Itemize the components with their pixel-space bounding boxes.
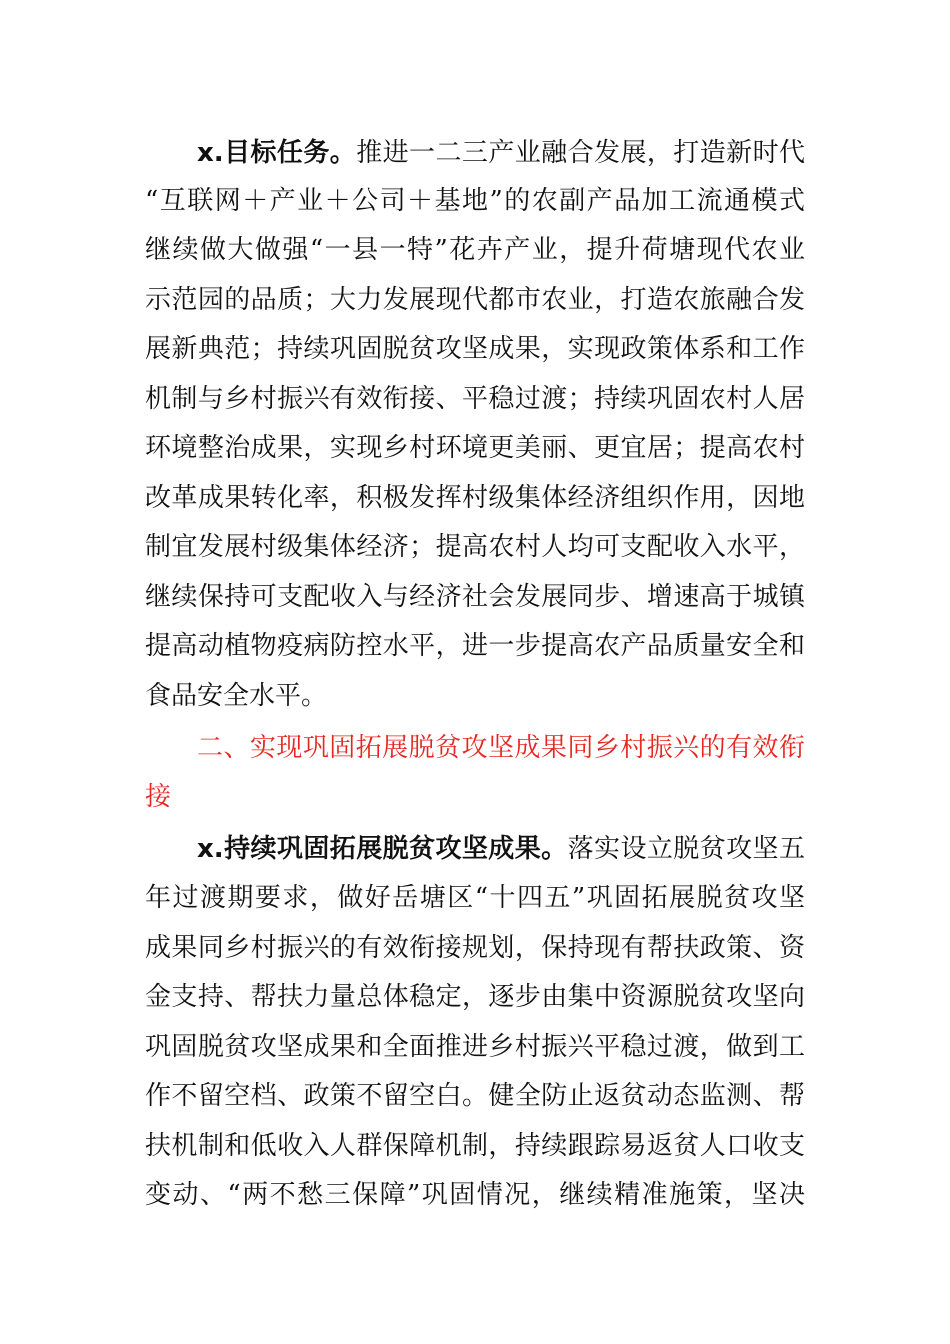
- paragraph-line: 继续保持可支配收入与经济社会发展同步、增速高于城镇: [145, 582, 805, 612]
- paragraph-line: 示范园的品质；大力发展现代都市农业，打造农旅融合发: [145, 285, 805, 315]
- paragraph-line: 改革成果转化率，积极发挥村级集体经济组织作用，因地: [145, 483, 805, 513]
- paragraph-line: 巩固脱贫攻坚成果和全面推进乡村振兴平稳过渡，做到工: [145, 1032, 805, 1062]
- paragraph-line: 变动、“两不愁三保障”巩固情况，继续精准施策，坚决: [145, 1180, 805, 1210]
- paragraph-line: 食品安全水平。: [145, 681, 328, 711]
- paragraph-line: 展新典范；持续巩固脱贫攻坚成果，实现政策体系和工作: [145, 334, 805, 364]
- paragraph-line: 制宜发展村级集体经济；提高农村人均可支配收入水平，: [145, 532, 805, 562]
- paragraph-line: x.持续巩固拓展脱贫攻坚成果。落实设立脱贫攻坚五: [197, 834, 805, 864]
- paragraph-line: 环境整治成果，实现乡村环境更美丽、更宜居；提高农村: [145, 433, 805, 463]
- paragraph-line: 机制与乡村振兴有效衔接、平稳过渡；持续巩固农村人居: [145, 384, 805, 414]
- paragraph-line: x.目标任务。推进一二三产业融合发展，打造新时代: [197, 138, 805, 168]
- section-heading: 二、实现巩固拓展脱贫攻坚成果同乡村振兴的有效衔: [197, 733, 805, 763]
- item-lead-consolidate-poverty: x.持续巩固拓展脱贫攻坚成果。: [197, 834, 568, 864]
- paragraph-line: “互联网＋产业＋公司＋基地”的农副产品加工流通模式: [145, 186, 805, 216]
- paragraph-line: 年过渡期要求，做好岳塘区“十四五”巩固拓展脱贫攻坚: [145, 883, 805, 913]
- paragraph-line: 作不留空档、政策不留空白。健全防止返贫动态监测、帮: [145, 1081, 805, 1111]
- paragraph-line: 成果同乡村振兴的有效衔接规划，保持现有帮扶政策、资: [145, 933, 805, 963]
- paragraph-line: 提高动植物疫病防控水平，进一步提高农产品质量安全和: [145, 631, 805, 661]
- item-lead-target-tasks: x.目标任务。: [197, 138, 357, 168]
- paragraph-line: 扶机制和低收入人群保障机制，持续跟踪易返贫人口收支: [145, 1131, 805, 1161]
- paragraph-line: 金支持、帮扶力量总体稳定，逐步由集中资源脱贫攻坚向: [145, 982, 805, 1012]
- section-heading-continued: 接: [145, 782, 172, 812]
- paragraph-line: 继续做大做强“一县一特”花卉产业，提升荷塘现代农业: [145, 235, 805, 265]
